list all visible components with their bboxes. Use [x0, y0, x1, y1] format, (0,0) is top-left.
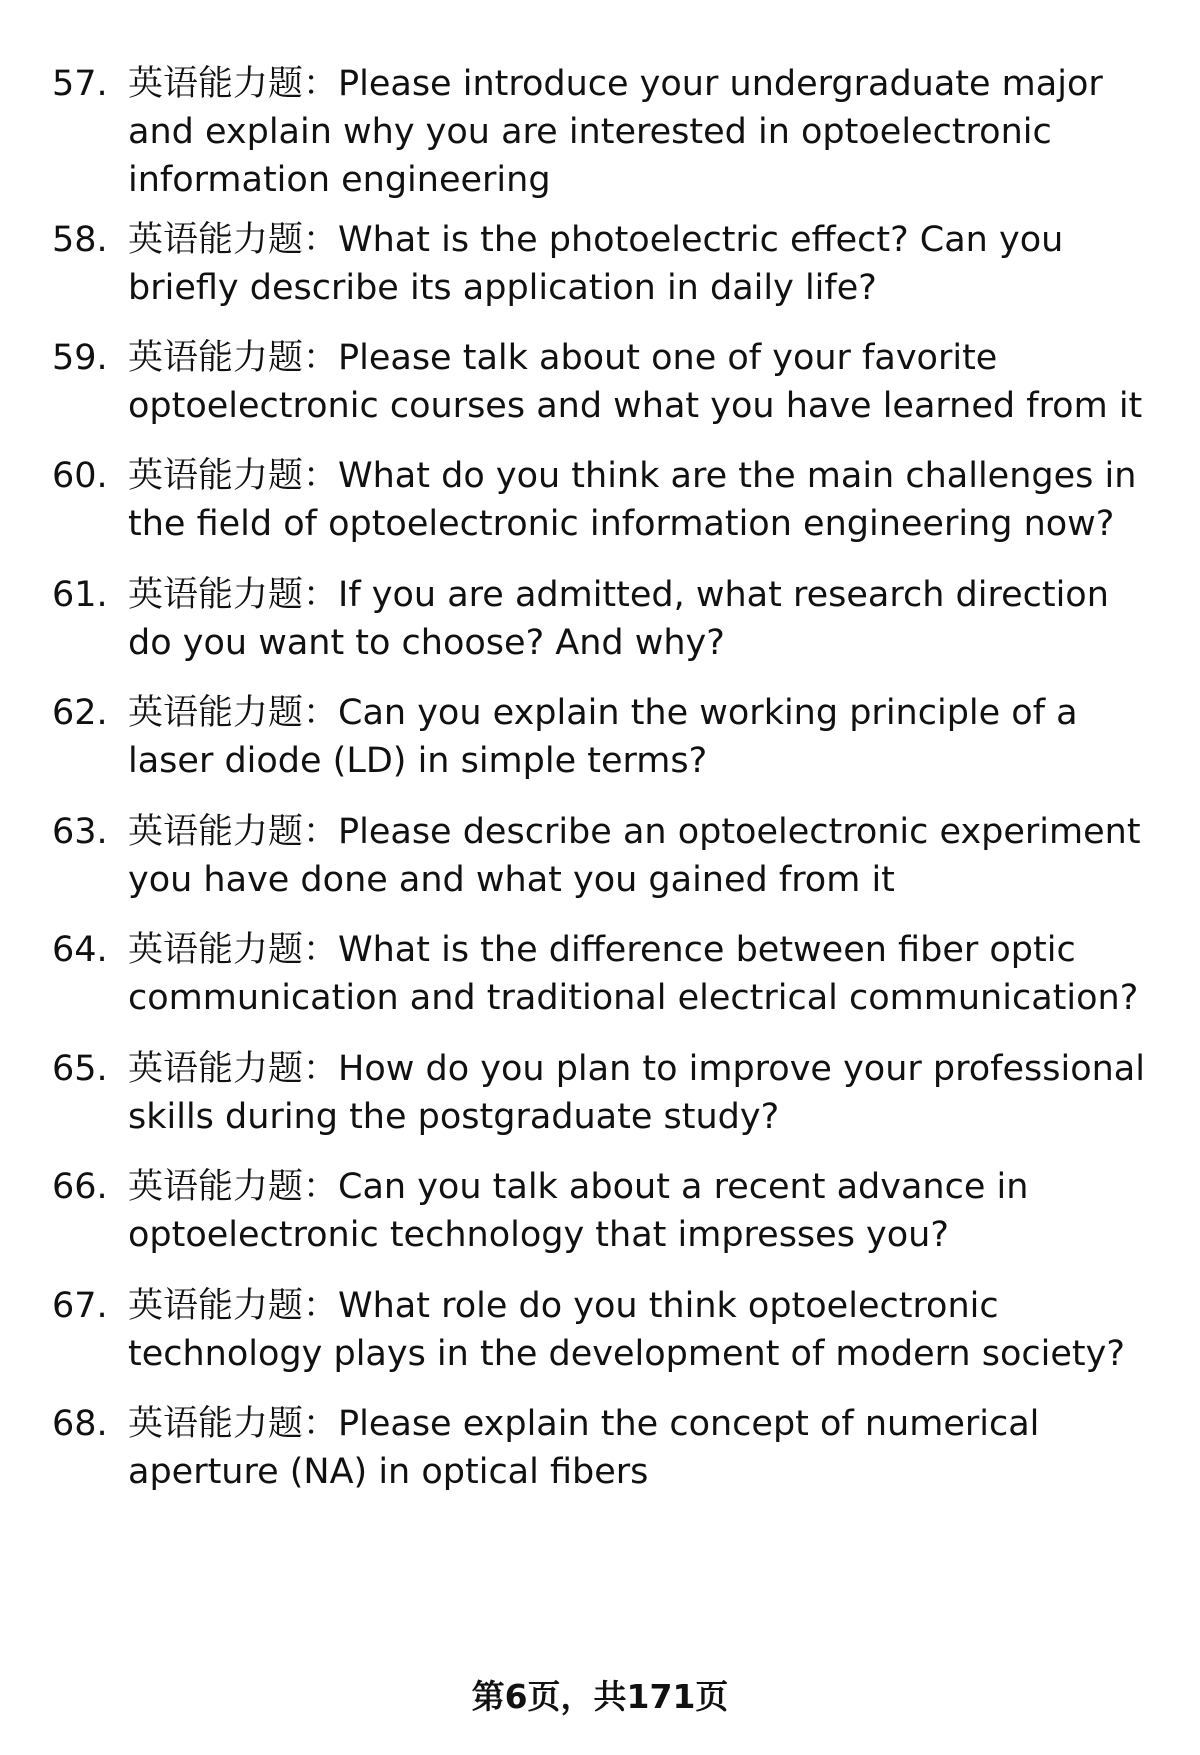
question-category: 英语能力题：	[128, 1167, 339, 1207]
question-number: 63.	[52, 812, 108, 852]
question-category: 英语能力题：	[128, 1404, 339, 1444]
question-body	[128, 1045, 1162, 1141]
question-category: 英语能力题：	[128, 812, 339, 852]
question-text: What role do you think optoelectronic technology plays in the development of modern society?	[128, 1286, 1125, 1374]
question-text: Please describe an optoelectronic experiment you have done and what you gained from it	[128, 812, 1141, 900]
question-number: 60.	[52, 456, 108, 496]
question-item	[52, 571, 1162, 667]
page-footer: 第6页，共171页	[471, 1677, 729, 1716]
question-body	[128, 216, 1162, 312]
question-text: What is the difference between fiber optic communication and traditional electrical communication?	[128, 930, 1139, 1018]
question-category: 英语能力题：	[128, 338, 339, 378]
question-category: 英语能力题：	[128, 1286, 339, 1326]
question-item	[52, 689, 1162, 785]
question-category: 英语能力题：	[128, 575, 339, 615]
question-text: Can you talk about a recent advance in optoelectronic technology that impresses you?	[128, 1167, 1029, 1255]
question-number: 67.	[52, 1286, 108, 1326]
question-number: 62.	[52, 693, 108, 733]
question-item	[52, 1282, 1162, 1378]
question-text: Can you explain the working principle of a laser diode (LD) in simple terms?	[128, 693, 1078, 781]
question-body	[128, 1282, 1162, 1378]
question-category: 英语能力题：	[128, 220, 339, 260]
question-body	[128, 60, 1162, 204]
question-number: 66.	[52, 1167, 108, 1207]
question-item	[52, 808, 1162, 904]
question-body	[128, 926, 1162, 1022]
question-number: 68.	[52, 1404, 108, 1444]
question-category: 英语能力题：	[128, 456, 339, 496]
question-body	[128, 1163, 1162, 1259]
question-category: 英语能力题：	[128, 693, 339, 733]
question-item	[52, 1400, 1162, 1496]
question-body	[128, 689, 1162, 785]
question-text: How do you plan to improve your professional skills during the postgraduate study?	[128, 1049, 1145, 1137]
question-text: Please explain the concept of numerical aperture (NA) in optical fibers	[128, 1404, 1040, 1492]
question-item	[52, 334, 1162, 430]
question-category: 英语能力题：	[128, 930, 339, 970]
question-number: 57.	[52, 64, 108, 104]
question-body	[128, 452, 1162, 548]
question-number: 64.	[52, 930, 108, 970]
question-item	[52, 926, 1162, 1022]
question-text: What do you think are the main challenges in the field of optoelectronic information engineering now?	[128, 456, 1137, 544]
question-item	[52, 60, 1162, 204]
question-text: Please talk about one of your favorite optoelectronic courses and what you have learned from it	[128, 338, 1143, 426]
question-category: 英语能力题：	[128, 64, 339, 104]
question-text: If you are admitted, what research direction do you want to choose? And why?	[128, 575, 1109, 663]
question-body	[128, 571, 1162, 667]
question-item	[52, 216, 1162, 312]
question-number: 61.	[52, 575, 108, 615]
question-item	[52, 1163, 1162, 1259]
question-text: Please introduce your undergraduate major and explain why you are interested in optoelectronic information engineering	[128, 64, 1103, 200]
question-body	[128, 1400, 1162, 1496]
question-number: 65.	[52, 1049, 108, 1089]
question-body	[128, 808, 1162, 904]
question-number: 58.	[52, 220, 108, 260]
question-item	[52, 452, 1162, 548]
question-item	[52, 1045, 1162, 1141]
question-number: 59.	[52, 338, 108, 378]
question-body	[128, 334, 1162, 430]
question-text: What is the photoelectric effect? Can you briefly describe its application in daily life?	[128, 220, 1064, 308]
question-category: 英语能力题：	[128, 1049, 339, 1089]
